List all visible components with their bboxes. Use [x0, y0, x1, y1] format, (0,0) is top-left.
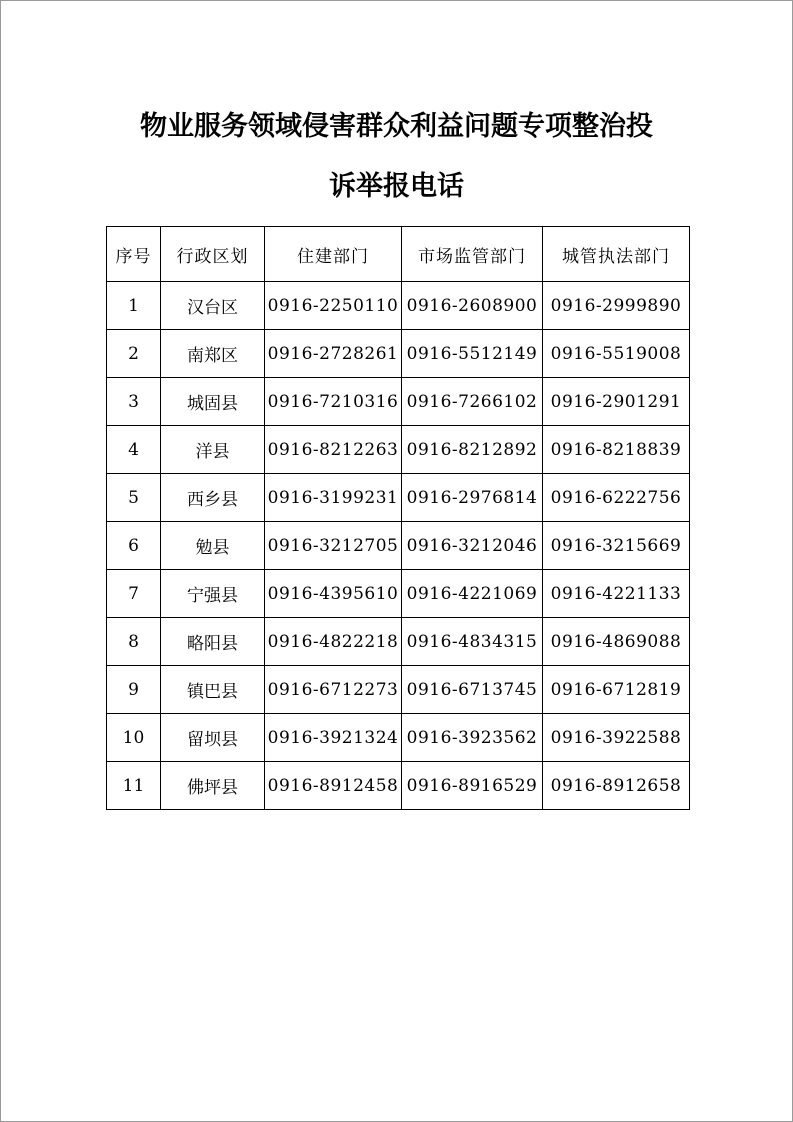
cell-market-phone: 0916-2608900: [402, 282, 543, 330]
cell-housing-phone: 0916-8212263: [265, 426, 402, 474]
table-row: [107, 522, 690, 570]
table-row: [107, 426, 690, 474]
cell-district: 南郑区: [161, 330, 265, 378]
cell-market-phone: 0916-4221069: [402, 570, 543, 618]
cell-index: 7: [107, 570, 161, 618]
cell-district: 西乡县: [161, 474, 265, 522]
cell-market-phone: 0916-4834315: [402, 618, 543, 666]
cell-market-phone: 0916-6713745: [402, 666, 543, 714]
cell-district: 宁强县: [161, 570, 265, 618]
cell-district: 勉县: [161, 522, 265, 570]
table-row: [107, 666, 690, 714]
cell-district: 略阳县: [161, 618, 265, 666]
cell-urban-phone: 0916-4221133: [543, 570, 690, 618]
cell-market-phone: 0916-7266102: [402, 378, 543, 426]
cell-housing-phone: 0916-3921324: [265, 714, 402, 762]
document-title-line-2: 诉举报电话: [329, 171, 464, 202]
cell-district: 留坝县: [161, 714, 265, 762]
table-row: [107, 762, 690, 810]
cell-housing-phone: 0916-4822218: [265, 618, 402, 666]
table-row: [107, 618, 690, 666]
cell-housing-phone: 0916-4395610: [265, 570, 402, 618]
cell-index: 10: [107, 714, 161, 762]
cell-housing-phone: 0916-3199231: [265, 474, 402, 522]
table-header-row: [107, 227, 690, 282]
cell-district: 镇巴县: [161, 666, 265, 714]
cell-urban-phone: 0916-6222756: [543, 474, 690, 522]
header-district: 行政区划: [161, 227, 265, 282]
cell-index: 11: [107, 762, 161, 810]
table-body: [107, 282, 690, 810]
cell-urban-phone: 0916-2999890: [543, 282, 690, 330]
cell-housing-phone: 0916-8912458: [265, 762, 402, 810]
cell-housing-phone: 0916-6712273: [265, 666, 402, 714]
table-row: [107, 378, 690, 426]
header-housing-dept: 住建部门: [265, 227, 402, 282]
cell-housing-phone: 0916-3212705: [265, 522, 402, 570]
cell-district: 佛坪县: [161, 762, 265, 810]
cell-district: 城固县: [161, 378, 265, 426]
cell-urban-phone: 0916-3922588: [543, 714, 690, 762]
table-row: [107, 474, 690, 522]
cell-market-phone: 0916-5512149: [402, 330, 543, 378]
cell-urban-phone: 0916-6712819: [543, 666, 690, 714]
cell-index: 2: [107, 330, 161, 378]
cell-district: 汉台区: [161, 282, 265, 330]
cell-urban-phone: 0916-3215669: [543, 522, 690, 570]
header-market-supervision-dept: 市场监管部门: [402, 227, 543, 282]
hotline-table: [106, 226, 690, 810]
cell-market-phone: 0916-3212046: [402, 522, 543, 570]
cell-housing-phone: 0916-2728261: [265, 330, 402, 378]
cell-urban-phone: 0916-5519008: [543, 330, 690, 378]
cell-urban-phone: 0916-8218839: [543, 426, 690, 474]
cell-index: 9: [107, 666, 161, 714]
header-index: 序号: [107, 227, 161, 282]
header-urban-management-dept: 城管执法部门: [543, 227, 690, 282]
cell-index: 8: [107, 618, 161, 666]
cell-urban-phone: 0916-2901291: [543, 378, 690, 426]
cell-district: 洋县: [161, 426, 265, 474]
cell-market-phone: 0916-8212892: [402, 426, 543, 474]
cell-market-phone: 0916-3923562: [402, 714, 543, 762]
table-row: [107, 570, 690, 618]
cell-housing-phone: 0916-7210316: [265, 378, 402, 426]
cell-index: 6: [107, 522, 161, 570]
cell-index: 4: [107, 426, 161, 474]
document-title-line-1: 物业服务领域侵害群众利益问题专项整治投: [140, 111, 653, 142]
cell-housing-phone: 0916-2250110: [265, 282, 402, 330]
cell-index: 1: [107, 282, 161, 330]
cell-market-phone: 0916-8916529: [402, 762, 543, 810]
cell-urban-phone: 0916-4869088: [543, 618, 690, 666]
cell-urban-phone: 0916-8912658: [543, 762, 690, 810]
cell-market-phone: 0916-2976814: [402, 474, 543, 522]
cell-index: 5: [107, 474, 161, 522]
cell-index: 3: [107, 378, 161, 426]
table-row: [107, 330, 690, 378]
table-row: [107, 714, 690, 762]
table-row: [107, 282, 690, 330]
